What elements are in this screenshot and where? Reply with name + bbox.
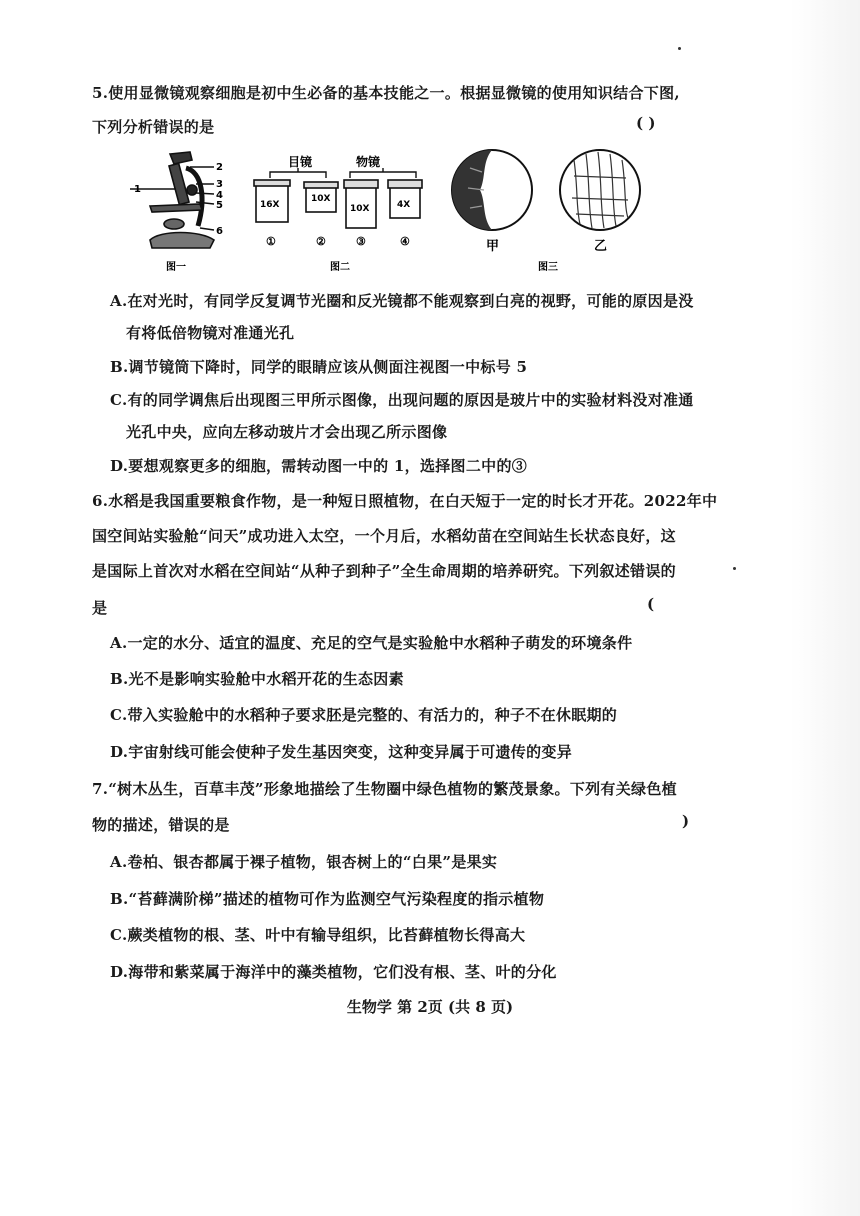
lens-mag-2: 10X: [311, 194, 331, 204]
q5-figure: [130, 148, 650, 276]
q6-option-c: C.带入实验舱中的水稻种子要求胚是完整的、有活力的，种子不在休眠期的: [110, 706, 618, 724]
mic-label-2: 2: [216, 162, 223, 173]
q6-stem-line2: 国空间站实验舱“问天”成功进入太空，一个月后，水稻幼苗在空间站生长状态良好，这: [92, 527, 676, 545]
q6-stem-line1: 6.水稻是我国重要粮食作物，是一种短日照植物，在白天短于一定的时长才开花。2022年中: [92, 492, 718, 510]
mic-label-5: 5: [216, 200, 223, 211]
q5-answer-paren: ( ): [636, 114, 656, 132]
mic-label-4: 4: [216, 190, 223, 201]
q5-option-c-line1: C.有的同学调焦后出现图三甲所示图像，出现问题的原因是玻片中的实验材料没对准通: [110, 391, 694, 409]
q5-stem-line2: 下列分析错误的是: [92, 118, 215, 136]
view-yi-drawing: [560, 150, 640, 230]
lens-number-2: ②: [316, 235, 326, 248]
objective-label: 物镜: [356, 155, 381, 169]
fig1-caption: 图一: [166, 262, 186, 273]
scan-speck: [678, 47, 681, 50]
q7-option-d: D.海带和紫菜属于海洋中的藻类植物，它们没有根、茎、叶的分化: [110, 963, 557, 981]
q7-option-a: A.卷柏、银杏都属于裸子植物，银杏树上的“白果”是果实: [110, 853, 498, 871]
scan-speck: [733, 567, 736, 570]
view-jia-label: 甲: [486, 239, 500, 254]
lens-mag-3: 10X: [350, 204, 370, 214]
q6-option-b: B.光不是影响实验舱中水稻开花的生态因素: [110, 670, 404, 688]
view-jia-drawing: [452, 150, 532, 230]
q7-answer-paren: ): [682, 812, 690, 830]
mic-label-6: 6: [216, 226, 223, 237]
fig2-caption: 图二: [330, 262, 350, 273]
q5-option-c-line2: 光孔中央，应向左移动玻片才会出现乙所示图像: [126, 423, 448, 441]
q6-stem-line4: 是: [92, 599, 108, 617]
lens-number-3: ③: [356, 235, 366, 248]
mic-label-1: 1: [134, 184, 141, 195]
q6-stem-line3: 是国际上首次对水稻在空间站“从种子到种子”全生命周期的培养研究。下列叙述错误的: [92, 562, 676, 580]
q7-stem-line2: 物的描述，错误的是: [92, 816, 230, 834]
microscope-figure-svg: [130, 148, 650, 276]
view-yi-label: 乙: [594, 239, 608, 254]
lens-mag-4: 4X: [397, 200, 411, 210]
eyepiece-label: 目镜: [288, 155, 313, 169]
q7-option-c: C.蕨类植物的根、茎、叶中有输导组织，比苔藓植物长得高大: [110, 926, 526, 944]
q5-option-b: B.调节镜筒下降时，同学的眼睛应该从侧面注视图一中标号 5: [110, 358, 528, 376]
mic-label-3: 3: [216, 179, 223, 190]
page-footer: 生物学 第 2页 (共 8 页): [346, 998, 514, 1016]
q5-stem-line1: 5.使用显微镜观察细胞是初中生必备的基本技能之一。根据显微镜的使用知识结合下图,: [92, 84, 680, 102]
scan-edge-shadow: [790, 0, 860, 1216]
lens-number-1: ①: [266, 235, 276, 248]
microscope-drawing: [130, 152, 214, 248]
q5-option-d: D.要想观察更多的细胞，需转动图一中的 1，选择图二中的③: [110, 457, 528, 475]
fig3-caption: 图三: [538, 262, 558, 273]
lens-mag-1: 16X: [260, 200, 280, 210]
q7-option-b: B.“苔藓满阶梯”描述的植物可作为监测空气污染程度的指示植物: [110, 890, 545, 908]
lens-brackets: [270, 168, 416, 178]
q6-option-a: A.一定的水分、适宜的温度、充足的空气是实验舱中水稻种子萌发的环境条件: [110, 634, 633, 652]
q7-stem-line1: 7.“树木丛生，百草丰茂”形象地描绘了生物圈中绿色植物的繁茂景象。下列有关绿色植: [92, 780, 677, 798]
q6-option-d: D.宇宙射线可能会使种子发生基因突变，这种变异属于可遗传的变异: [110, 743, 572, 761]
lens-number-4: ④: [400, 235, 410, 248]
q6-answer-paren: (: [647, 595, 655, 613]
q5-option-a-line1: A.在对光时，有同学反复调节光圈和反光镜都不能观察到白亮的视野，可能的原因是没: [110, 292, 694, 310]
q5-option-a-line2: 有将低倍物镜对准通光孔: [126, 324, 295, 342]
